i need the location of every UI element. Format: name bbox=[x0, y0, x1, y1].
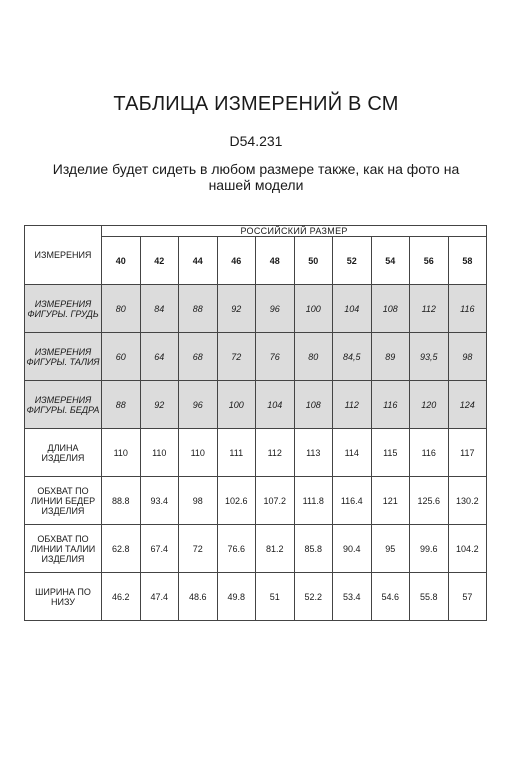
table-row bbox=[25, 285, 487, 333]
table-cell: 107.2 bbox=[256, 477, 295, 525]
size-table bbox=[24, 225, 487, 621]
table-cell: 116 bbox=[371, 381, 410, 429]
page-title: ТАБЛИЦА ИЗМЕРЕНИЙ В СМ bbox=[113, 93, 399, 115]
table-cell: 92 bbox=[217, 285, 256, 333]
table-cell: 108 bbox=[294, 381, 333, 429]
table-cell: 112 bbox=[333, 381, 372, 429]
table-cell: 93,5 bbox=[410, 333, 449, 381]
size-header-50: 50 bbox=[294, 237, 333, 285]
table-cell: 51 bbox=[256, 573, 295, 621]
table-cell: 114 bbox=[333, 429, 372, 477]
table-cell: 85.8 bbox=[294, 525, 333, 573]
size-header-44: 44 bbox=[179, 237, 218, 285]
table-row bbox=[25, 573, 487, 621]
table-cell: 110 bbox=[102, 429, 141, 477]
table-cell: 90.4 bbox=[333, 525, 372, 573]
table-cell: 72 bbox=[217, 333, 256, 381]
table-cell: 93.4 bbox=[140, 477, 179, 525]
table-cell: 111.8 bbox=[294, 477, 333, 525]
size-header-48: 48 bbox=[256, 237, 295, 285]
table-cell: 81.2 bbox=[256, 525, 295, 573]
table-cell: 102.6 bbox=[217, 477, 256, 525]
row-label: ИЗМЕРЕНИЯ ФИГУРЫ. БЕДРА bbox=[25, 381, 102, 429]
table-cell: 62.8 bbox=[102, 525, 141, 573]
table-cell: 53.4 bbox=[333, 573, 372, 621]
table-cell: 96 bbox=[256, 285, 295, 333]
table-cell: 110 bbox=[179, 429, 218, 477]
table-cell: 46.2 bbox=[102, 573, 141, 621]
table-cell: 108 bbox=[371, 285, 410, 333]
table-cell: 57 bbox=[448, 573, 487, 621]
table-cell: 76.6 bbox=[217, 525, 256, 573]
region-header-row bbox=[25, 226, 487, 237]
table-cell: 99.6 bbox=[410, 525, 449, 573]
table-cell: 88.8 bbox=[102, 477, 141, 525]
table-cell: 104 bbox=[333, 285, 372, 333]
row-label: ИЗМЕРЕНИЯ ФИГУРЫ. ГРУДЬ bbox=[25, 285, 102, 333]
table-cell: 113 bbox=[294, 429, 333, 477]
table-cell: 116.4 bbox=[333, 477, 372, 525]
region-header: РОССИЙСКИЙ РАЗМЕР bbox=[102, 226, 487, 237]
table-cell: 60 bbox=[102, 333, 141, 381]
table-cell: 67.4 bbox=[140, 525, 179, 573]
table-cell: 110 bbox=[140, 429, 179, 477]
table-cell: 72 bbox=[179, 525, 218, 573]
size-header-54: 54 bbox=[371, 237, 410, 285]
table-cell: 111 bbox=[217, 429, 256, 477]
table-cell: 49.8 bbox=[217, 573, 256, 621]
table-cell: 120 bbox=[410, 381, 449, 429]
table-cell: 125.6 bbox=[410, 477, 449, 525]
size-header-58: 58 bbox=[448, 237, 487, 285]
table-cell: 54.6 bbox=[371, 573, 410, 621]
table-cell: 98 bbox=[179, 477, 218, 525]
table-cell: 100 bbox=[294, 285, 333, 333]
table-cell: 80 bbox=[294, 333, 333, 381]
size-header-52: 52 bbox=[333, 237, 372, 285]
table-cell: 121 bbox=[371, 477, 410, 525]
table-cell: 98 bbox=[448, 333, 487, 381]
size-header-56: 56 bbox=[410, 237, 449, 285]
table-cell: 116 bbox=[410, 429, 449, 477]
table-row bbox=[25, 333, 487, 381]
size-header-42: 42 bbox=[140, 237, 179, 285]
table-cell: 52.2 bbox=[294, 573, 333, 621]
table-cell: 55.8 bbox=[410, 573, 449, 621]
table-cell: 88 bbox=[102, 381, 141, 429]
table-cell: 100 bbox=[217, 381, 256, 429]
table-cell: 112 bbox=[256, 429, 295, 477]
table-cell: 117 bbox=[448, 429, 487, 477]
fit-note: Изделие будет сидеть в любом размере также, как на фото на нашей модели bbox=[52, 161, 460, 193]
table-cell: 115 bbox=[371, 429, 410, 477]
row-label: ОБХВАТ ПО ЛИНИИ БЕДЕР ИЗДЕЛИЯ bbox=[25, 477, 102, 525]
table-cell: 68 bbox=[179, 333, 218, 381]
size-header-46: 46 bbox=[217, 237, 256, 285]
table-row bbox=[25, 381, 487, 429]
row-label: ШИРИНА ПО НИЗУ bbox=[25, 573, 102, 621]
table-cell: 130.2 bbox=[448, 477, 487, 525]
table-cell: 76 bbox=[256, 333, 295, 381]
size-table-body bbox=[25, 226, 487, 621]
table-cell: 47.4 bbox=[140, 573, 179, 621]
table-cell: 48.6 bbox=[179, 573, 218, 621]
table-cell: 124 bbox=[448, 381, 487, 429]
table-cell: 104 bbox=[256, 381, 295, 429]
row-label: ИЗМЕРЕНИЯ ФИГУРЫ. ТАЛИЯ bbox=[25, 333, 102, 381]
table-cell: 80 bbox=[102, 285, 141, 333]
table-cell: 104.2 bbox=[448, 525, 487, 573]
table-cell: 84,5 bbox=[333, 333, 372, 381]
dimension-header: ИЗМЕРЕНИЯ bbox=[25, 226, 102, 285]
table-cell: 88 bbox=[179, 285, 218, 333]
table-cell: 92 bbox=[140, 381, 179, 429]
product-code: D54.231 bbox=[229, 133, 283, 149]
table-cell: 64 bbox=[140, 333, 179, 381]
table-row bbox=[25, 429, 487, 477]
table-cell: 84 bbox=[140, 285, 179, 333]
row-label: ДЛИНА ИЗДЕЛИЯ bbox=[25, 429, 102, 477]
table-cell: 96 bbox=[179, 381, 218, 429]
size-header-40: 40 bbox=[102, 237, 141, 285]
table-row bbox=[25, 525, 487, 573]
table-cell: 112 bbox=[410, 285, 449, 333]
table-cell: 116 bbox=[448, 285, 487, 333]
table-cell: 95 bbox=[371, 525, 410, 573]
row-label: ОБХВАТ ПО ЛИНИИ ТАЛИИ ИЗДЕЛИЯ bbox=[25, 525, 102, 573]
table-cell: 89 bbox=[371, 333, 410, 381]
table-row bbox=[25, 477, 487, 525]
